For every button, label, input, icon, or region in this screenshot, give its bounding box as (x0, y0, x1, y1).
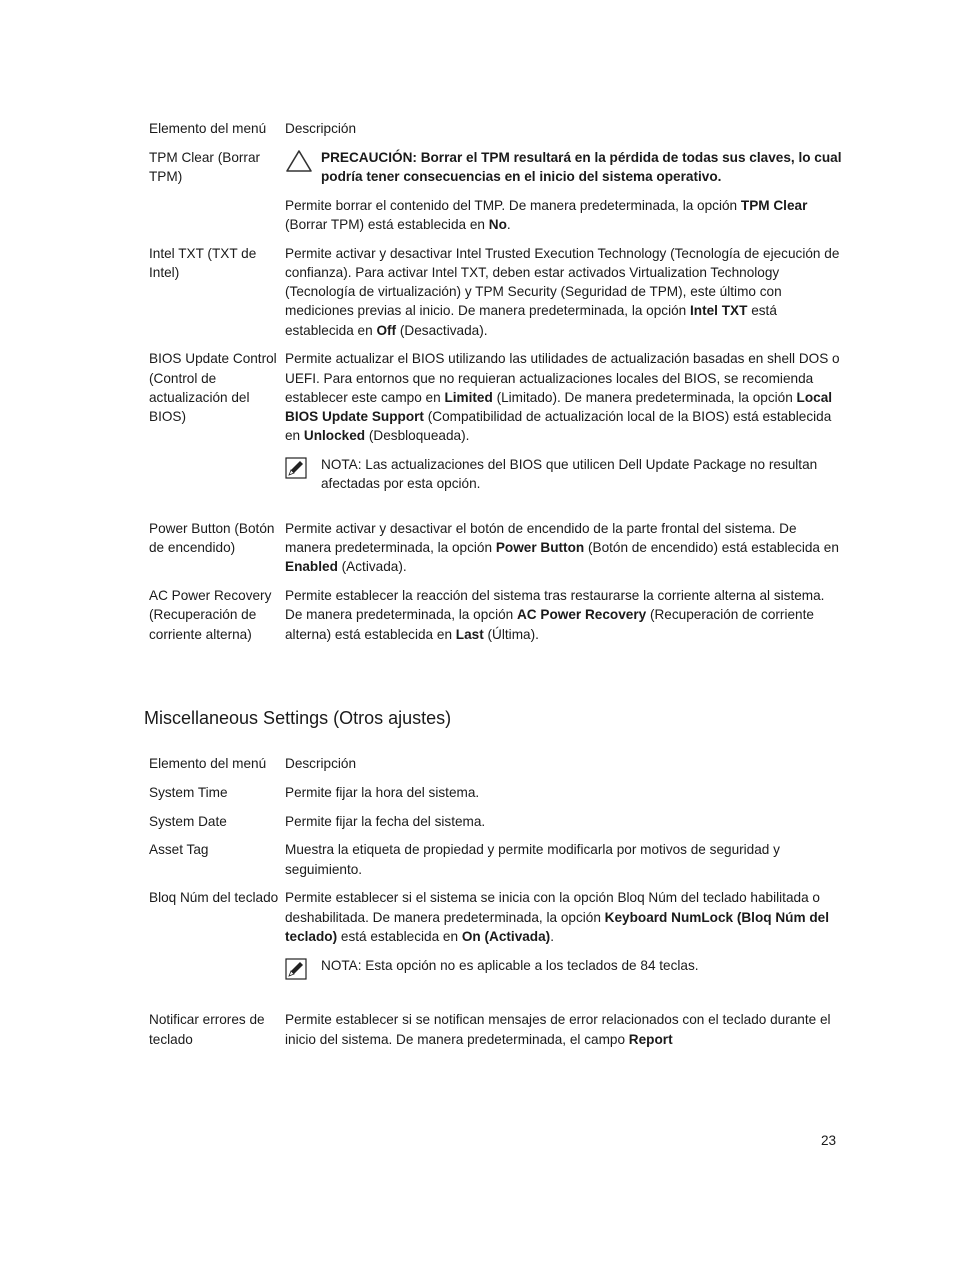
menu-item-description: Permite activar y desactivar el botón de encendido de la parte frontal del sistema. De manera predeterminada, la opción Power Button (Botón de encendido) está establecida en Enabled (Activada). (285, 521, 839, 575)
table-row-system-date (142, 812, 842, 841)
misc-settings-table (142, 754, 842, 1058)
table-row-asset-tag (142, 840, 842, 888)
note-text: NOTA: Las actualizaciones del BIOS que utilicen Dell Update Package no resultan afectadas por esta opción. (321, 457, 818, 492)
column-header-description: Descripción (285, 756, 357, 771)
caution-callout (285, 148, 842, 186)
table-row-system-time (142, 783, 842, 812)
table-row-intel-txt (142, 244, 842, 350)
menu-item-description (285, 148, 842, 244)
description-text: Permite actualizar el BIOS utilizando las utilidades de actualización basadas en shell DOS o UEFI. Para entornos que no requieran actualizaciones locales del BIOS, se recomienda establecer este campo en Limited (Limitado). De manera predeterminada, la opción Local BIOS Update Support (Compatibilidad de actualización local de la BIOS) está establecida en Unlocked (Desbloqueada). (285, 351, 840, 444)
column-header-description: Descripción (285, 121, 357, 136)
menu-item-label: Notificar errores de teclado (149, 1012, 265, 1047)
note-pencil-icon (285, 455, 321, 484)
menu-item-label: Bloq Núm del teclado (149, 890, 279, 906)
menu-item-label: Power Button (Botón de encendido) (149, 521, 275, 556)
menu-item-description: Permite establecer si se notifican mensajes de error relacionados con el teclado durante el inicio del sistema. De manera predeterminada, el campo Report (285, 1012, 831, 1047)
table-row-bios-update-control (142, 349, 842, 519)
menu-item-description: Muestra la etiqueta de propiedad y permite modificarla por motivos de seguridad y seguimiento. (285, 842, 780, 877)
menu-item-description (285, 888, 842, 1010)
table-row-ac-power-recovery (142, 586, 842, 653)
table-row-tpm-clear (142, 148, 842, 244)
menu-item-description: Permite activar y desactivar Intel Trusted Execution Technology (Tecnología de ejecución de confianza). Para activar Intel TXT, deben estar activados Virtualization Technology (Tecnología de virtualización) y TPM Security (Seguridad de TPM), este último con mediciones previas al inicio. De manera predeterminada, la opción Intel TXT está establecida en Off (Desactivada). (285, 245, 840, 338)
menu-item-label: TPM Clear (Borrar TPM) (149, 149, 261, 184)
menu-item-label: BIOS Update Control (Control de actualización del BIOS) (149, 351, 277, 425)
table-header-row (142, 119, 842, 148)
page-number: 23 (821, 1133, 837, 1148)
caution-text: PRECAUCIÓN: Borrar el TPM resultará en la pérdida de todas sus claves, lo cual podría tener consecuencias en el inicio del sistema operativo. (321, 149, 842, 184)
menu-item-label: System Date (149, 813, 227, 829)
description-text: Permite borrar el contenido del TMP. De manera predeterminada, la opción TPM Clear (Borrar TPM) está establecida en No. (285, 197, 808, 232)
table-row-numlock (142, 888, 842, 1010)
description-text: Permite establecer si el sistema se inicia con la opción Bloq Núm del teclado habilitada o deshabilitada. De manera predeterminada, la opción Keyboard NumLock (Bloq Núm del teclado) está establecida en On (Activada). (285, 890, 829, 944)
menu-item-description: Permite establecer la reacción del sistema tras restaurarse la corriente alterna al sistema. De manera predeterminada, la opción AC Power Recovery (Recuperación de corriente alterna) está establecida en Last (Última). (285, 588, 825, 642)
column-header-item: Elemento del menú (149, 756, 267, 771)
table-header-row (142, 754, 842, 783)
bios-settings-table (142, 119, 842, 653)
note-callout (285, 455, 842, 493)
menu-item-description: Permite fijar la hora del sistema. (285, 784, 480, 800)
table-row-keyboard-errors (142, 1010, 842, 1058)
menu-item-description (285, 349, 842, 519)
note-text: NOTA: Esta opción no es aplicable a los teclados de 84 teclas. (321, 957, 699, 973)
menu-item-label: Asset Tag (149, 842, 209, 858)
table-row-power-button (142, 519, 842, 586)
menu-item-label: Intel TXT (TXT de Intel) (149, 245, 257, 280)
note-callout (285, 956, 842, 985)
section-heading: Miscellaneous Settings (Otros ajustes) (144, 708, 452, 728)
note-pencil-icon (285, 956, 321, 985)
column-header-item: Elemento del menú (149, 121, 267, 136)
menu-item-description: Permite fijar la fecha del sistema. (285, 813, 486, 829)
caution-triangle-icon (285, 148, 321, 178)
menu-item-label: System Time (149, 784, 228, 800)
menu-item-label: AC Power Recovery (Recuperación de corriente alterna) (149, 588, 272, 642)
